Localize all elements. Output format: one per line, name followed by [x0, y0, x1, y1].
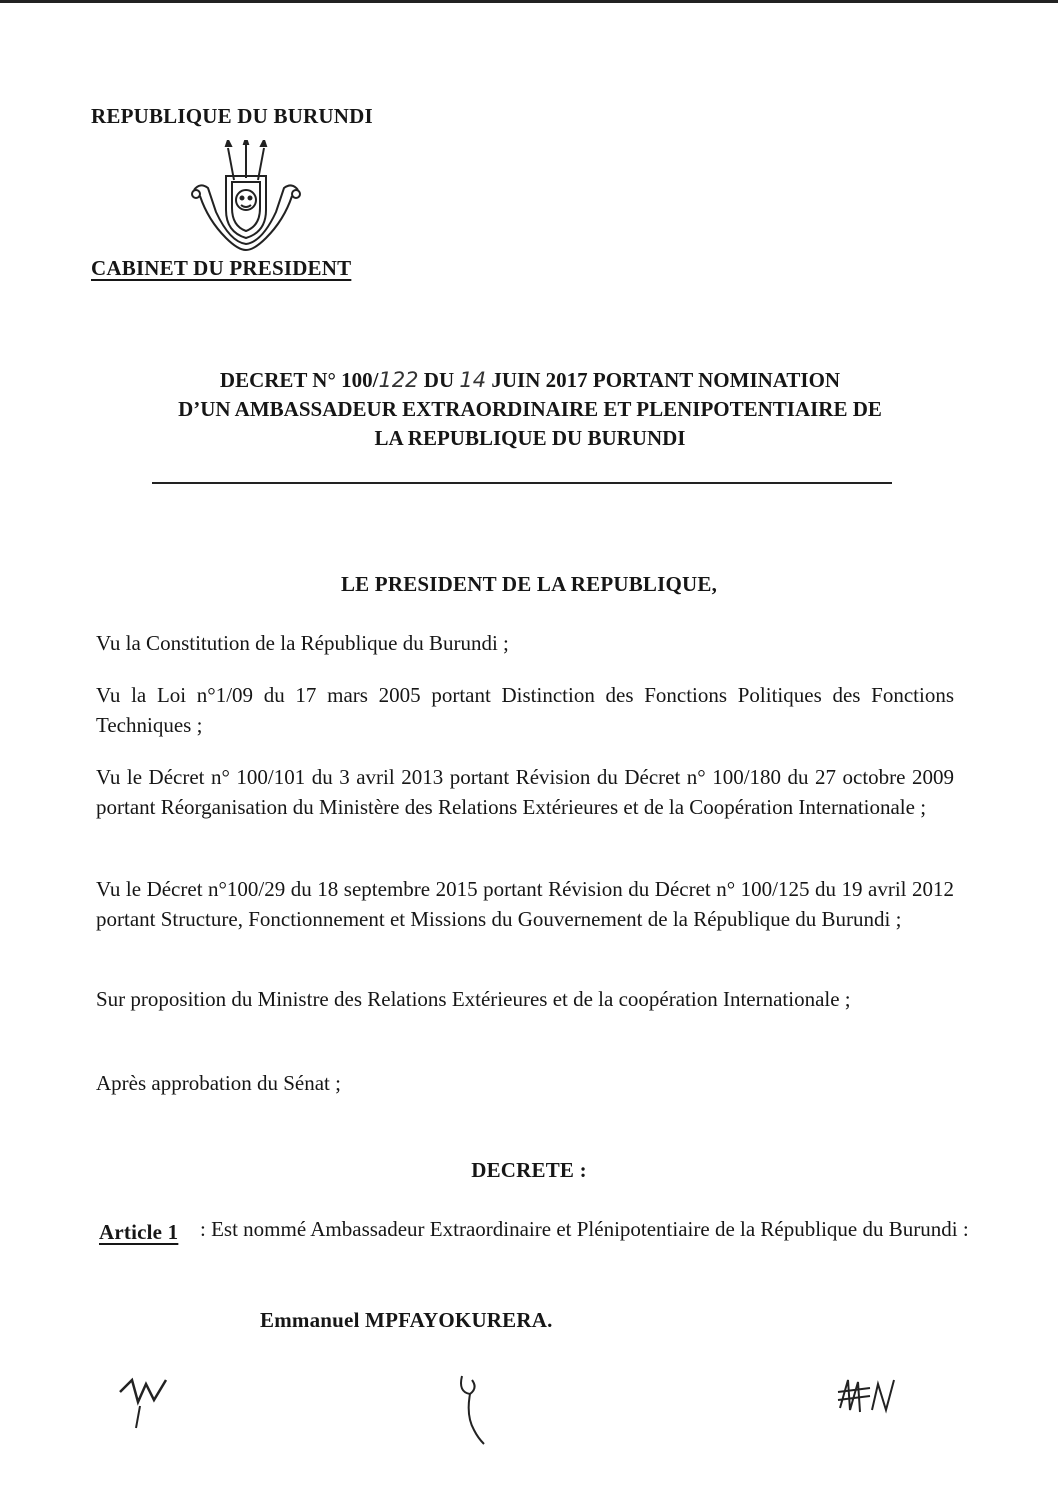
decree-date-prefix: DU: [418, 368, 460, 392]
nominee-name: Emmanuel MPFAYOKURERA.: [260, 1308, 553, 1332]
coat-of-arms-emblem: [186, 140, 306, 258]
decree-title-line3: LA REPUBLIQUE DU BURUNDI: [374, 426, 686, 450]
decree-number-prefix: DECRET N° 100/: [219, 368, 379, 392]
decree-title-line1: [60, 366, 1000, 395]
initials-right-signature: [830, 1370, 910, 1430]
coat-of-arms-icon: [186, 140, 306, 258]
president-heading: LE PRESIDENT DE LA REPUBLIQUE,: [340, 572, 718, 596]
consideration-2: Vu la Loi n°1/09 du 17 mars 2005 portant Distinction des Fonctions Politiques des Fonctions Techniques ;: [96, 683, 954, 737]
initials-center-signature: [448, 1372, 498, 1452]
decrete-heading: DECRETE :: [471, 1158, 587, 1182]
article-1-label: Article 1: [99, 1220, 179, 1244]
consideration-5: Sur proposition du Ministre des Relations Extérieures et de la coopération Internationale ;: [96, 987, 851, 1011]
article-1-text: : Est nommé Ambassadeur Extraordinaire et Plénipotentiaire de la République du Burundi :: [200, 1217, 969, 1241]
consideration-4: Vu le Décret n°100/29 du 18 septembre 2015 portant Révision du Décret n° 100/125 du 19 avril 2012 portant Structure, Fonctionnement et Missions du Gouvernement de la République du Burundi ;: [96, 877, 954, 931]
decree-day-handwritten: 14: [459, 368, 487, 392]
decree-title-rest: JUIN 2017 PORTANT NOMINATION: [486, 368, 841, 392]
decree-number-handwritten: 122: [378, 368, 419, 392]
decree-title-line2: D’UN AMBASSADEUR EXTRAORDINAIRE ET PLENIPOTENTIAIRE DE: [178, 397, 882, 421]
cabinet-heading: CABINET DU PRESIDENT: [91, 256, 352, 280]
scan-top-edge: [0, 0, 1058, 3]
consideration-1: Vu la Constitution de la République du Burundi ;: [96, 631, 509, 655]
decree-title: [60, 366, 1000, 453]
republic-heading: REPUBLIQUE DU BURUNDI: [91, 104, 373, 128]
title-divider: [152, 482, 892, 484]
consideration-3: Vu le Décret n° 100/101 du 3 avril 2013 portant Révision du Décret n° 100/180 du 27 octobre 2009 portant Réorganisation du Ministère des Relations Extérieures et de la Coopération Internationale ;: [96, 765, 954, 819]
initials-left-signature: [110, 1372, 180, 1442]
consideration-6: Après approbation du Sénat ;: [96, 1071, 341, 1095]
